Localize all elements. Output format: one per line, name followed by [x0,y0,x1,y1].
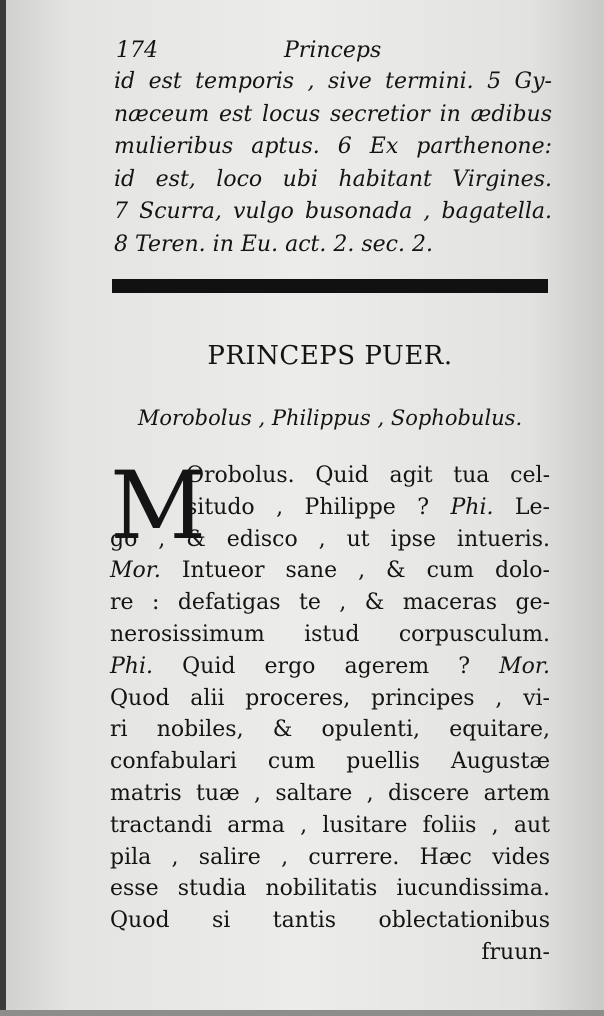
text-line: go , & edisco , ut ipse intueris. [110,526,550,552]
text-line: Phi. Quid ergo agerem ? Mor. [110,653,550,679]
text-line: Quod alii proceres, principes , vi- [110,685,550,711]
dramatis-personae: Morobolus , Philippus , Sophobulus. [137,406,523,430]
text-line: esse studia nobilitatis iucundissima. [110,876,550,902]
speaker-name: Phi. [110,653,154,679]
speaker-name: Orobolus. [186,463,295,488]
note-line: mulieribus aptus. 6 Ex parthenone: [114,134,552,159]
speaker-name: Mor. [110,558,161,584]
section-title: PRINCEPS PUER. [207,341,453,371]
page-header [116,34,546,68]
text-line: nerosissimum istud corpusculum. [110,621,550,647]
text-line: Mor. Intueor sane , & cum dolo- [110,558,550,584]
text-line: Quod si tantis oblectationibus [110,908,550,934]
dialogue-text [110,452,550,969]
drop-cap: M [110,452,207,561]
running-head: Princeps [284,38,382,63]
text-line: ri nobiles, & opulenti, equitare, [110,717,550,743]
text-line: confabulari cum puellis Augustæ [110,749,550,775]
note-line: 7 Scurra, vulgo busonada , bagatella. [114,199,552,224]
catchword: fruun- [481,939,550,965]
page-bottom-edge [0,1010,604,1016]
note-line: id est, loco ubi habitant Virgines. [114,166,552,192]
text-line: situdo , Philippe ? Phi. Le- [186,494,550,520]
text-line: matris tuæ , saltare , discere artem [110,780,550,806]
section-divider-rule [112,279,548,293]
page-number: 174 [116,38,158,63]
text-line: Orobolus. Quid agit tua cel- [186,463,550,488]
note-line: 8 Teren. in Eu. act. 2. sec. 2. [114,231,433,257]
page-binding-shadow [0,0,6,1016]
text-line: pila , salire , currere. Hæc vides [110,844,550,870]
note-line: id est temporis , sive termini. 5 Gy- [114,69,552,94]
text-line: re : defatigas te , & maceras ge- [110,590,550,616]
footnotes [114,66,552,261]
text-line: tractandi arma , lusitare foliis , aut [110,812,550,838]
note-line: næceum est locus secretior in ædibus [114,101,552,127]
speaker-name: Mor. [499,653,550,679]
speaker-name: Phi. [450,494,494,520]
